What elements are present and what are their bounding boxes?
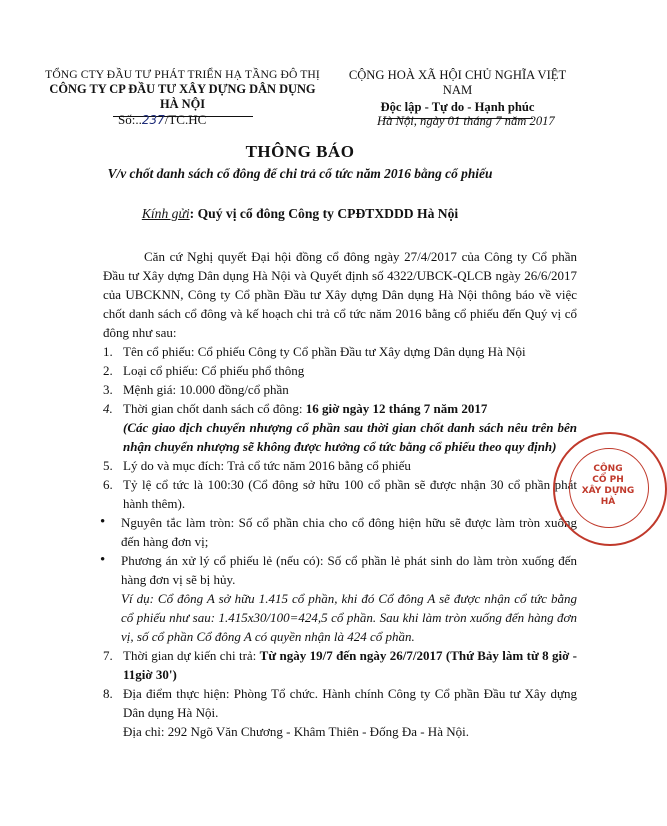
document-subtitle: V/v chốt danh sách cổ đông để chi trả cổ tức năm 2016 bằng cổ phiếu [107,166,493,181]
list-item: 7. Thời gian dự kiến chi trả: Từ ngày 19/7 đến ngày 26/7/2017 (Thứ Bảy làm từ 8 giờ - 11giờ 30') [103,648,577,682]
document-number: Số:..237/TC.HC [118,112,207,127]
national-header [335,68,580,119]
list-item: 6. Tỷ lệ cổ tức là 100:30 (Cổ đông sở hữu 100 cổ phần sẽ được nhận 30 cổ phần phát hành thêm). [103,477,577,511]
company-seal-icon: CÔNG CỔ PH XÂY DỰNG HÀ [553,432,667,546]
company-name: CÔNG TY CP ĐẦU TƯ XÂY DỰNG DÂN DỤNG HÀ NỘI [49,82,316,111]
place-date: Hà Nội, ngày 01 tháng 7 năm 2017 [377,114,555,128]
issuer-header [40,68,325,117]
document-body [100,247,577,741]
example-paragraph: Ví dụ: Cổ đông A sở hữu 1.415 cổ phần, khi đó Cổ đông A sẽ được nhận cổ tức bằng cổ phiếu như sau: 1.415x30/100=424,5 cổ phần. Sau khi làm tròn xuống đến hàng đơn vị, số cổ phần Cổ đông A có quyền nhận là 424 cổ phần. [121,591,577,644]
transfer-note: (Các giao dịch chuyển nhượng cổ phần sau thời gian chốt danh sách nêu trên bên nhận chuyển nhượng sẽ không được hưởng cổ tức bằng cổ phiếu theo quy định) [123,420,577,454]
list-item: 3. Mệnh giá: 10.000 đồng/cổ phần [103,382,289,397]
list-item: 8. Địa điểm thực hiện: Phòng Tổ chức. Hành chính Công ty Cổ phần Đầu tư Xây dựng Dân dụng Hà Nội. [103,686,577,720]
list-item: 1. Tên cổ phiếu: Cổ phiếu Công ty Cổ phần Đầu tư Xây dựng Dân dụng Hà Nội [103,344,526,359]
list-item: 2. Loại cổ phiếu: Cổ phiếu phổ thông [103,363,305,378]
doc-no-label: Số: [118,112,136,127]
bullet-item: • Nguyên tắc làm tròn: Số cổ phần chia cho cổ đông hiện hữu sẽ được làm tròn xuống đến hàng đơn vị; [100,514,577,549]
addressee-label: Kính gửi [141,206,190,221]
addressee-value: Quý vị cổ đông Công ty CPĐTXDDD Hà Nội [197,206,459,221]
bullet-icon: • [100,552,106,568]
bullet-icon: • [100,514,106,530]
list-item: 5. Lý do và mục đích: Trả cổ tức năm 2016 bằng cổ phiếu [103,458,411,473]
addressee: Kính gửi: Quý vị cổ đông Công ty CPĐTXDDD Hà Nội [141,206,459,221]
motto: Độc lập - Tự do - Hạnh phúc [380,100,535,114]
document-title: THÔNG BÁO [245,142,355,161]
parent-org: TỔNG CTY ĐẦU TƯ PHÁT TRIỂN HẠ TẦNG ĐÔ THỊ [45,68,320,81]
intro-paragraph: Căn cứ Nghị quyết Đại hội đồng cổ đông ngày 27/4/2017 của Công ty Cổ phần Đầu tư Xây dựng Dân dụng Hà Nội và Quyết định số 4322/UBCK-QLCB ngày 26/6/2017 của UBCKNN, Công ty Cổ phần Đầu tư Xây dựng Dân dụng Hà Nội thông báo về việc chốt danh sách cổ đông và kế hoạch chi trả cổ tức năm 2016 bằng cổ phiếu đến Quý vị cổ đông như sau: [103,249,577,340]
list-item: 4. Thời gian chốt danh sách cổ đông: 16 giờ ngày 12 tháng 7 năm 2017 (Các giao dịch chuyển nhượng cổ phần sau thời gian chốt danh sách nêu trên bên nhận chuyển nhượng sẽ không được hưởng cổ tức bằng cổ phiếu theo quy định) [103,401,577,454]
address-line: Địa chỉ: 292 Ngõ Văn Chương - Khâm Thiên - Đống Đa - Hà Nội. [123,724,469,739]
country-name: CỘNG HOÀ XÃ HỘI CHỦ NGHĨA VIỆT NAM [348,68,567,97]
bullet-item: • Phương án xử lý cổ phiếu lẻ (nếu có): Số cổ phần lẻ phát sinh do làm tròn xuống đến hàng đơn vị sẽ bị hủy. [100,552,577,587]
doc-no-suffix: /TC.HC [164,112,207,127]
doc-no-handwritten: 237 [141,113,165,127]
